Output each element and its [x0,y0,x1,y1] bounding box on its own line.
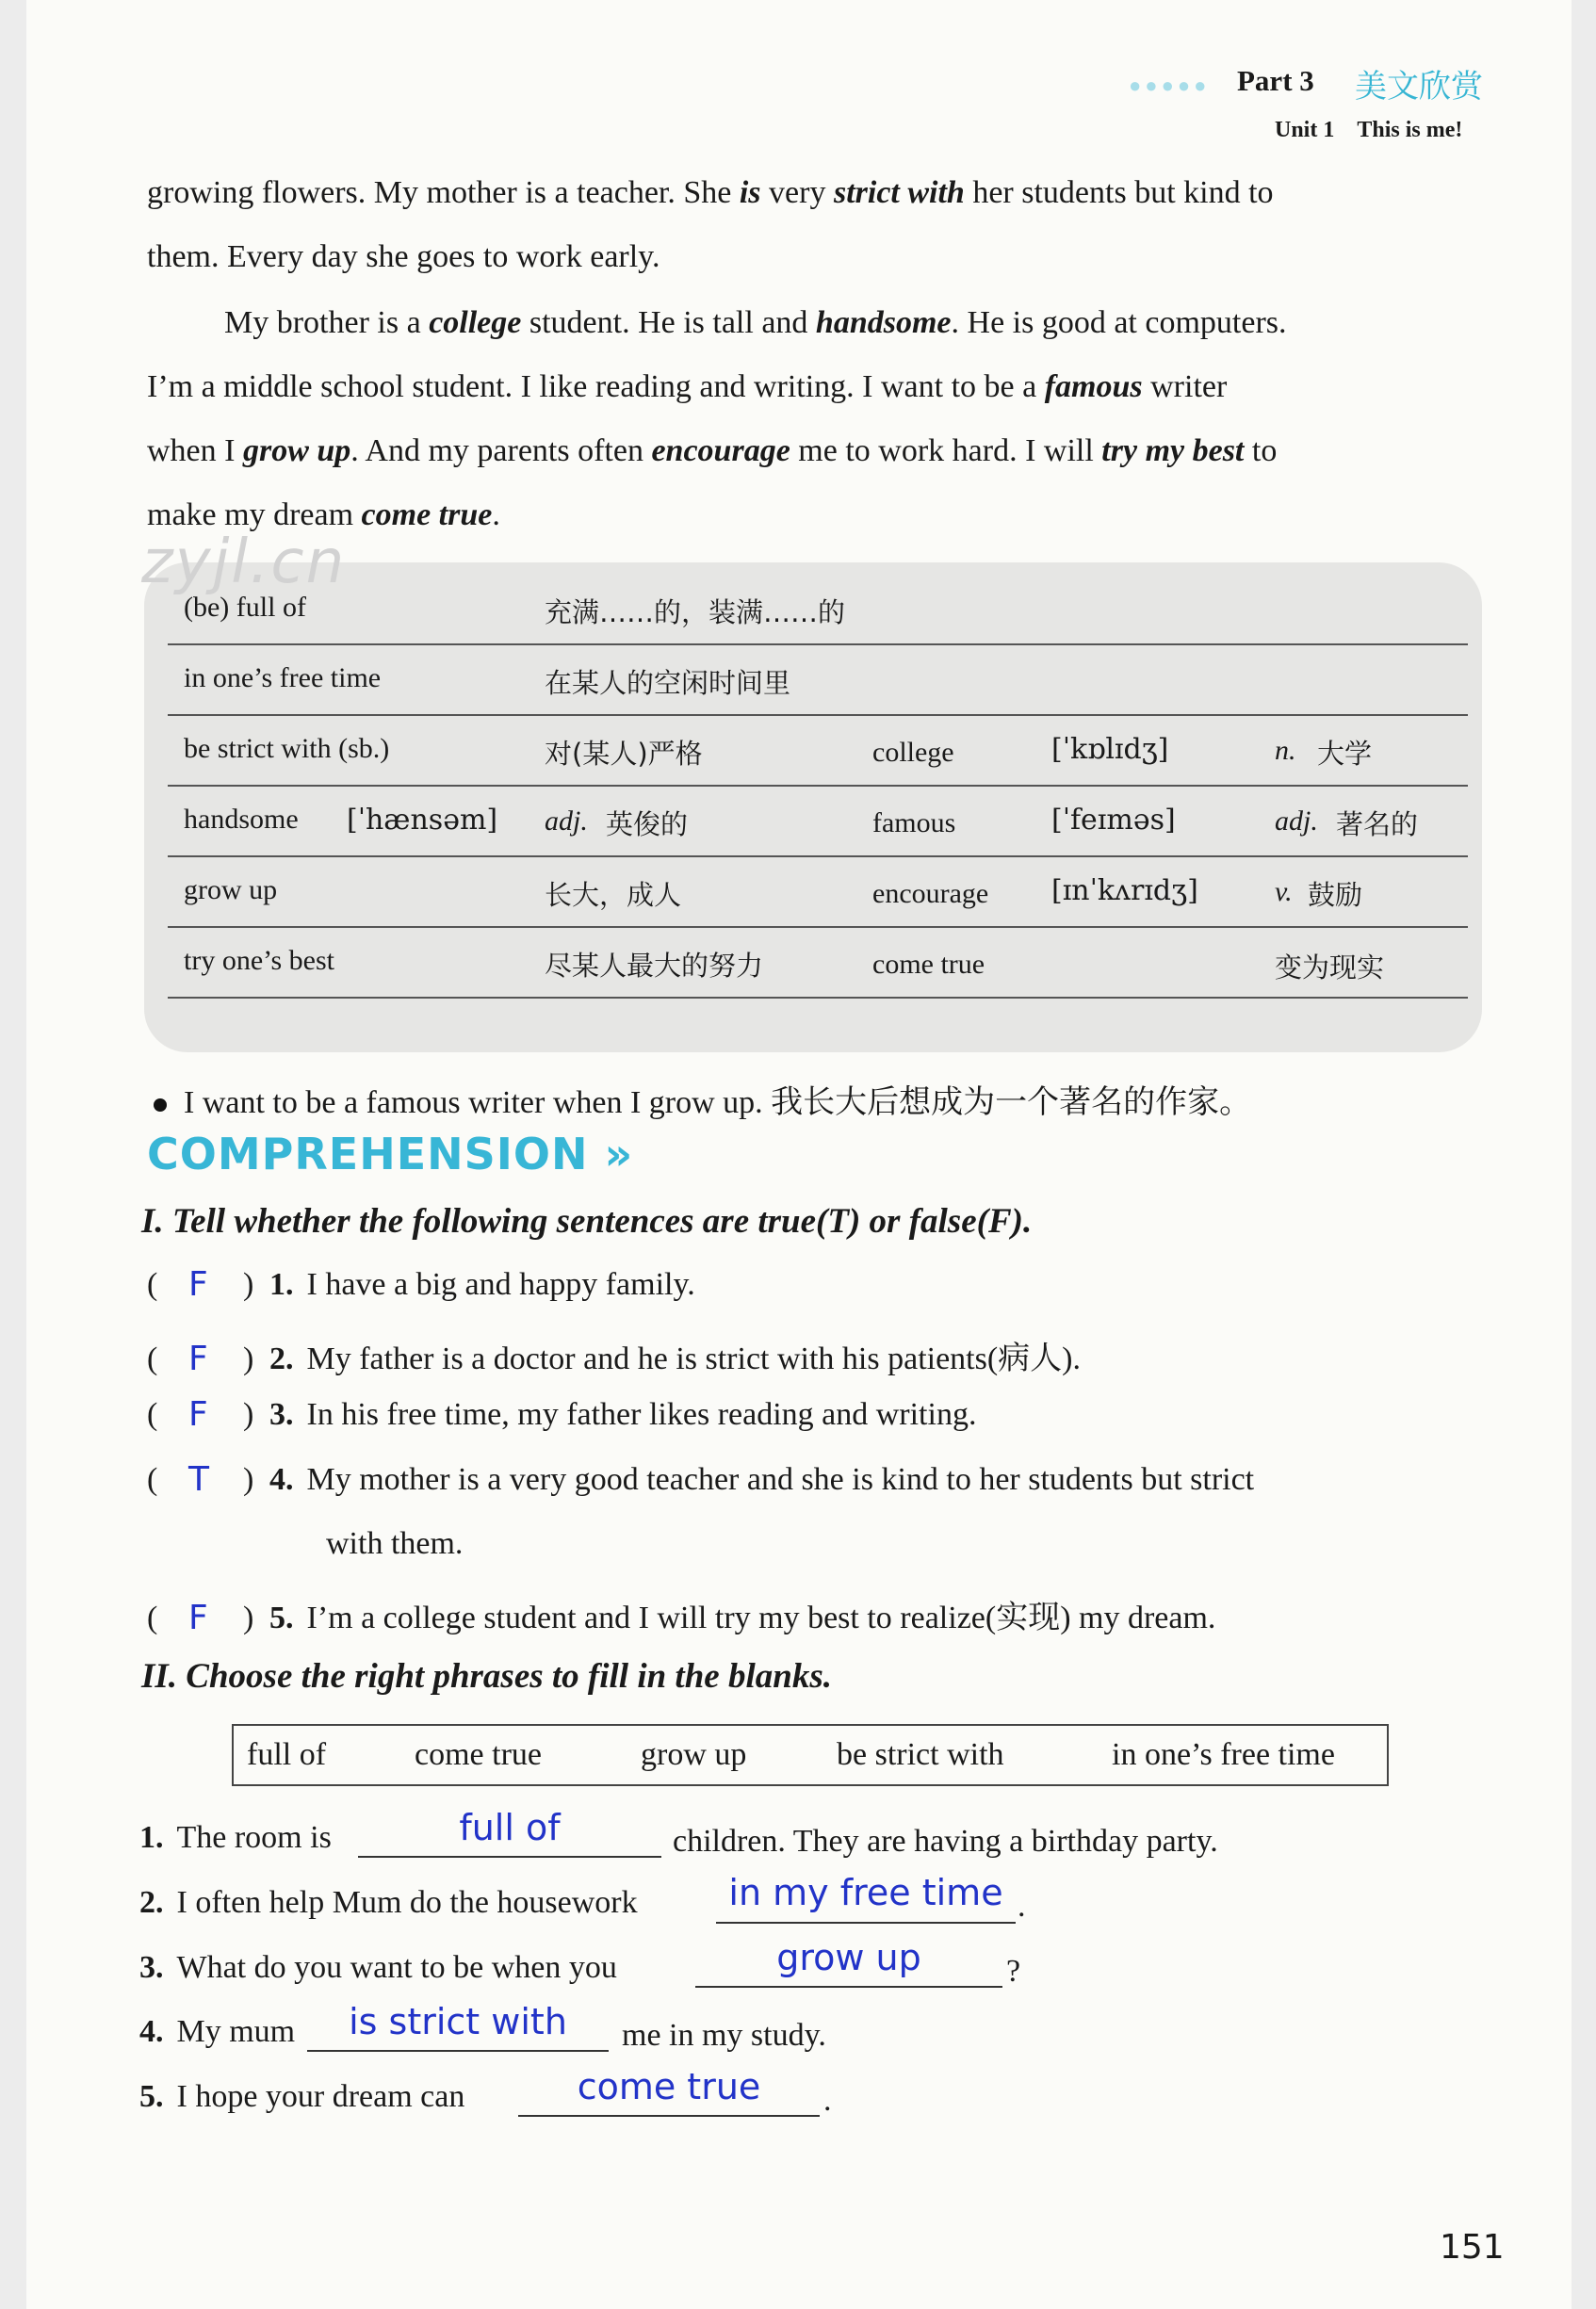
section-1-title: I. Tell whether the following sentences are true(T) or false(F). [141,1202,1033,1241]
vocab-phonetic: [ˈkɒlɪdʒ] [1051,733,1169,766]
tf-answer: F [188,1265,208,1304]
vocab-definition: 鼓励 [1308,879,1363,911]
vocab-divider [168,997,1468,999]
passage-line-2: them. Every day she goes to work early. [147,239,660,274]
fill-answer: full of [459,1807,561,1848]
tf-question-4: ( T ) 4. My mother is a very good teacher and she is kind to her students but strict [147,1460,1255,1499]
vocab-pos: adj. [545,805,588,837]
watermark: zyjl.cn [141,528,347,597]
passage-line-5: when I grow up. And my parents often encourage me to work hard. I will try my best to [147,433,1278,468]
tf-question-1: ( F ) 1. I have a big and happy family. [147,1265,695,1304]
workbook-page [26,0,1572,2309]
answer-blank [716,1922,1016,1924]
vocab-divider [168,785,1468,787]
fill-question-3: 3. What do you want to be when you [139,1950,617,1985]
vocab-phonetic: [ˈfeɪməs] [1051,804,1176,837]
bullet-icon [154,1098,167,1112]
vocab-divider [168,855,1468,857]
header-dots: ●●●●● [1129,73,1211,97]
vocab-definition: 英俊的 [606,808,689,840]
section-2-title: II. Choose the right phrases to fill in the blanks. [141,1657,832,1696]
vocab-divider [168,643,1468,645]
passage-line-6: make my dream come true. [147,497,500,532]
passage-line-1: growing flowers. My mother is a teacher. She is very strict with her students but kind to [147,175,1274,210]
tf-answer: T [188,1460,209,1499]
vocab-pos: v. [1275,876,1293,907]
tf-question-5: ( F ) 5. I’m a college student and I will try my best to realize(实现) my dream. [147,1599,1216,1637]
vocab-pos: adj. [1275,805,1318,837]
header-part: Part 3 [1237,64,1314,97]
fill-question-2: 2. I often help Mum do the housework [139,1885,638,1920]
phrase-option: come true [415,1737,542,1772]
fill-question-3-after: ? [1006,1954,1021,1989]
answer-blank [695,1986,1002,1988]
fill-question-2-after: . [1018,1889,1026,1924]
vocab-word: come true [872,949,985,980]
vocab-phrase: grow up [184,874,278,905]
vocab-word: college [872,737,954,768]
vocab-divider [168,714,1468,716]
vocab-pos: n. [1275,735,1296,766]
fill-answer: is strict with [349,2001,567,2042]
comprehension-heading: COMPREHENSION » [147,1129,634,1179]
header-unit: Unit 1 This is me! [1275,118,1463,142]
fill-answer: come true [577,2066,761,2107]
vocab-phrase: be strict with (sb.) [184,733,390,764]
fill-answer: grow up [776,1937,921,1978]
phrase-option: grow up [641,1737,747,1772]
example-note: I want to be a famous writer when I grow up. 我长大后想成为一个著名的作家。 [154,1076,1251,1122]
phrase-option: full of [247,1737,327,1772]
fill-question-4: 4. My mum [139,2014,296,2049]
tf-answer: F [188,1599,208,1637]
vocab-meaning: 对(某人)严格 [545,738,703,770]
vocab-word: encourage [872,878,989,909]
header-title: 美文欣赏 [1355,68,1483,106]
passage-line-4: I’m a middle school student. I like reading and writing. I want to be a famous writer [147,369,1228,404]
fill-question-1-after: children. They are having a birthday party. [673,1824,1218,1859]
answer-blank [358,1856,661,1858]
vocab-phrase: in one’s free time [184,662,382,693]
vocab-meaning: 长大，成人 [545,879,682,911]
tf-question-4-continued: with them. [326,1526,464,1561]
answer-blank [307,2050,609,2052]
vocab-phrase: handsome [184,804,299,835]
vocab-phonetic: [ˈhænsəm] [347,804,498,837]
passage-line-3: My brother is a college student. He is tall and handsome. He is good at computers. [224,305,1287,340]
page-number: 151 [1440,2228,1505,2267]
vocab-definition: 大学 [1317,738,1373,770]
tf-question-2: ( F ) 2. My father is a doctor and he is strict with his patients(病人). [147,1340,1081,1378]
fill-question-5-after: . [823,2083,832,2118]
tf-question-3: ( F ) 3. In his free time, my father likes reading and writing. [147,1395,977,1434]
vocab-meaning: 充满……的，装满……的 [545,596,846,628]
answer-blank [518,2115,820,2117]
fill-question-1: 1. The room is [139,1820,332,1855]
fill-question-4-after: me in my study. [622,2018,826,2053]
tf-answer: F [188,1395,208,1434]
vocab-definition: 变为现实 [1275,951,1385,984]
fill-answer: in my free time [728,1872,1003,1913]
fill-question-5: 5. I hope your dream can [139,2079,465,2114]
vocab-meaning: 在某人的空闲时间里 [545,667,791,699]
phrase-bank [232,1724,1389,1786]
vocab-definition: 著名的 [1336,808,1419,840]
vocab-phonetic: [ɪnˈkʌrɪdʒ] [1051,874,1198,907]
tf-answer: F [188,1340,208,1378]
vocab-phrase: try one’s best [184,945,334,976]
vocab-phrase: (be) full of [184,592,306,623]
vocab-word: famous [872,807,956,838]
phrase-option: in one’s free time [1112,1737,1335,1772]
vocab-divider [168,926,1468,928]
phrase-option: be strict with [837,1737,1004,1772]
vocab-meaning: 尽某人最大的努力 [545,950,764,982]
